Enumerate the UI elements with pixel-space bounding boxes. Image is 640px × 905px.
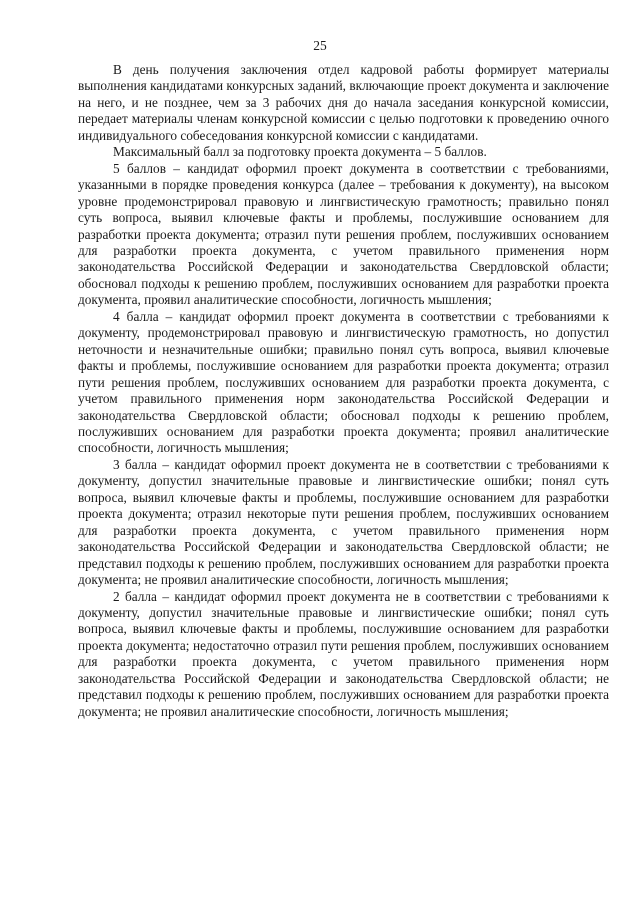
page-number: 25 xyxy=(313,38,327,53)
paragraph-score-3: 3 балла – кандидат оформил проект документа не в соответствии с требованиями к документу, допустил значительные правовые и лингвистические ошибки; понял суть вопроса, выявил ключевые факты и проблемы, послужившие основанием для разработки проекта документа; отразил некоторые пути решения проблем, послуживших основанием для разработки проекта документа, с учетом правильного применения норм законодательства Российской Федерации и законодательства Свердловской области; не представил подходы к решению проблем, послуживших основанием для разработки проекта документа; не проявил аналитические способности, логичность мышления; xyxy=(78,456,609,588)
paragraph-score-2: 2 балла – кандидат оформил проект документа не в соответствии с требованиями к документу, допустил значительные правовые и лингвистические ошибки; понял суть вопроса, выявил ключевые факты и проблемы, послужившие основанием для разработки проекта документа; недостаточно отразил пути решения проблем, послуживших основанием для разработки проекта документа, с учетом правильного применения норм законодательства Российской Федерации и законодательства Свердловской области; не представил подходы к решению проблем, послуживших основанием для разработки проекта документа; не проявил аналитические способности, логичность мышления; xyxy=(78,588,609,719)
document-body xyxy=(78,62,609,720)
paragraph-materials-transfer: В день получения заключения отдел кадровой работы формирует материалы выполнения кандидатами конкурсных заданий, включающие проект документа и заключение на него, и не позднее, чем за 3 рабочих дня до начала заседания конкурсной комиссии, передает материалы членам конкурсной комиссии с целью подготовки к проведению очного индивидуального собеседования конкурсной комиссии с кандидатами. xyxy=(78,62,609,143)
paragraph-max-score: Максимальный балл за подготовку проекта документа – 5 баллов. xyxy=(113,144,487,160)
paragraph-score-5: 5 баллов – кандидат оформил проект документа в соответствии с требованиями, указанными в порядке проведения конкурса (далее – требования к документу), на высоком уровне продемонстрировал правовую и лингвистическую грамотность; правильно понял суть вопроса, выявил ключевые факты и проблемы, послужившие основанием для разработки проекта документа; отразил пути решения проблем, послуживших основанием для разработки проекта документа, с учетом правильного применения норм законодательства Российской Федерации и законодательства Свердловской области; обосновал подходы к решению проблем, послуживших основанием для разработки проекта документа, проявил аналитические способности, логичность мышления; xyxy=(78,160,609,308)
paragraph-score-4: 4 балла – кандидат оформил проект документа в соответствии с требованиями к документу, продемонстрировал правовую и лингвистическую грамотность, но допустил неточности и незначительные ошибки; правильно понял суть вопроса, выявил ключевые факты и проблемы, послужившие основанием для разработки проекта документа; отразил пути решения проблем, послуживших основанием для разработки проекта документа, с учетом правильного применения норм законодательства Российской Федерации и законодательства Свердловской области; обосновал подходы к решению проблем, послуживших основанием для разработки проекта документа; проявил аналитические способности, логичность мышления; xyxy=(78,308,609,456)
